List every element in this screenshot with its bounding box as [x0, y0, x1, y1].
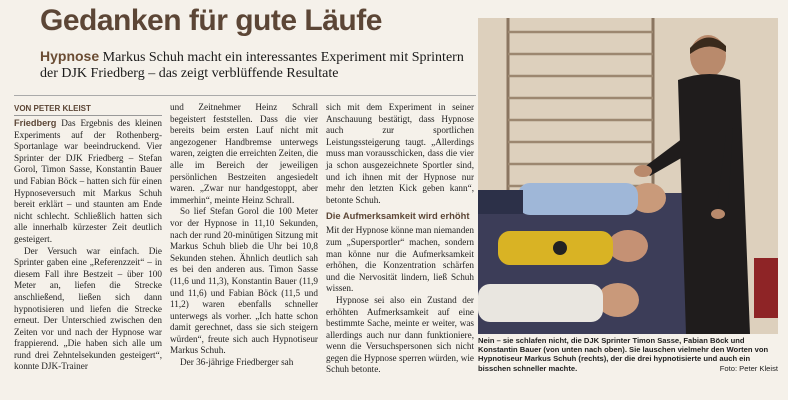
photo-illustration: [478, 18, 778, 334]
column-2-paragraph-1: und Zeitnehmer Heinz Schrall begeistert feststellen. Dass die vier bereits beim ersten Lauf nicht mit angezogener Handbremse unterwegs waren, zeigten die erreichten Zeiten, die alle im Bereich der jeweiligen persönlichen Bestzeiten angesiedelt waren. „Zwar nur handgestoppt, aber immerhin“, meinte Heinz Schrall.: [170, 102, 318, 205]
header-divider: [14, 95, 476, 96]
photo-credit: Foto: Peter Kleist: [719, 363, 778, 373]
column-3-paragraph-1: sich mit dem Experiment in seiner Anschauung bestätigt, dass Hypnose auch zur sportlichen Leistungssteigerung taugt. „Allerdings muss man vorausschicken, dass die vier ja schon ausgezeichnete Sportler sind, und ich ihnen mit der Hypnose nur mehr den letzten Kick geben kann“, betonte Schuh.: [326, 102, 474, 205]
column-3-paragraph-3: Hypnose sei also ein Zustand der erhöhten Aufmerksamkeit auf eine bestimmte Sache, meinte er weiter, was allerdings auch nur dann funktioniere, wenn die Versuchspersonen sich nicht gegen die Hypnose sperren würden, wie Schuh betonte.: [326, 294, 474, 375]
column-1: [14, 118, 162, 373]
section-heading: Die Aufmerksamkeit wird erhöht: [326, 210, 470, 222]
article-headline: Gedanken für gute Läufe: [40, 4, 382, 37]
column-2-paragraph-3: Der 36-jährige Friedberger sah: [180, 357, 294, 368]
column-1-paragraph-1: [14, 118, 162, 246]
subhead-text: Markus Schuh macht ein interessantes Experiment mit Sprintern der DJK Friedberg – das zeigt verblüffende Resultate: [40, 50, 464, 81]
photo-caption-text: Nein – sie schlafen nicht, die DJK Sprinter Timon Sasse, Fabian Böck und Konstantin Bauer (von unten nach oben). Sie lauschen vielmehr den Worten von Hypnotiseur Markus Schuh (rechts), der die drei hypnotisierte und auch ein bisschen schneller machte.: [478, 336, 769, 373]
column-3-paragraph-2: Mit der Hypnose könne man niemanden zum „Supersportler“ machen, sondern man könne nur die Aufmerksamkeit erhöhen, die Konzentration schärfen und die Nervosität lindern, ließ Schuh wissen.: [326, 225, 474, 294]
subhead-kicker: Hypnose: [40, 48, 100, 64]
article-photo: [478, 18, 778, 334]
column-3: [326, 102, 474, 376]
column-1-paragraph-2: Der Versuch war einfach. Die Sprinter gaben eine „Referenzzeit“ – in diesem Fall ihre Bestzeit – über 100 Meter an, liefen die Strecke anschließend, ließen sich dann hypnotisieren und liefen die Strecke erneut. Der Unterschied zwischen den Zeiten vor und nach der Hypnose war frappierend. „Die haben sich alle um rund drei Zehntelsekunden gesteigert“, konnte DJK-Trainer: [14, 245, 162, 372]
column-2: [170, 102, 318, 369]
column-2-paragraph-2: So lief Stefan Gorol die 100 Meter vor der Hypnose in 11,10 Sekunden, nach der rund 20-minütigen Sitzung mit Markus Schuh blieb die Uhr bei 10,8 Sekunden stehen. Ähnlich deutlich sah es bei den anderen aus. Timon Sasse (11,6 und 11,3), Konstantin Bauer (11,9 und 11,6) und Fabian Böck (11,5 und 11,2) waren ebenfalls schneller unterwegs als vorher. „Ich hatte schon damit gerechnet, dass sie sich steigern würden“, freute sich auch Hypnotiseur Markus Schuh.: [170, 206, 318, 356]
photo-caption: [478, 336, 778, 373]
column-1-paragraph-1-text: Das Ergebnis des kleinen Experiments auf der Rothenberg-Sportanlage war beeindruckend. Vier Sprinter der DJK Friedberg – Stefan Gorol, Timon Sasse, Konstantin Bauer und Fabian Böck – hatten sich für einen Hypnoseversuch mit Markus Schuh bereit erklärt – und staunten am Ende nicht schlecht. Schließlich hatten sich alle innerhalb kürzester Zeit deutlich gesteigert.: [14, 118, 162, 244]
dateline: Friedberg: [14, 118, 57, 128]
article-subhead: [40, 48, 480, 82]
byline: VON PETER KLEIST: [14, 104, 162, 116]
